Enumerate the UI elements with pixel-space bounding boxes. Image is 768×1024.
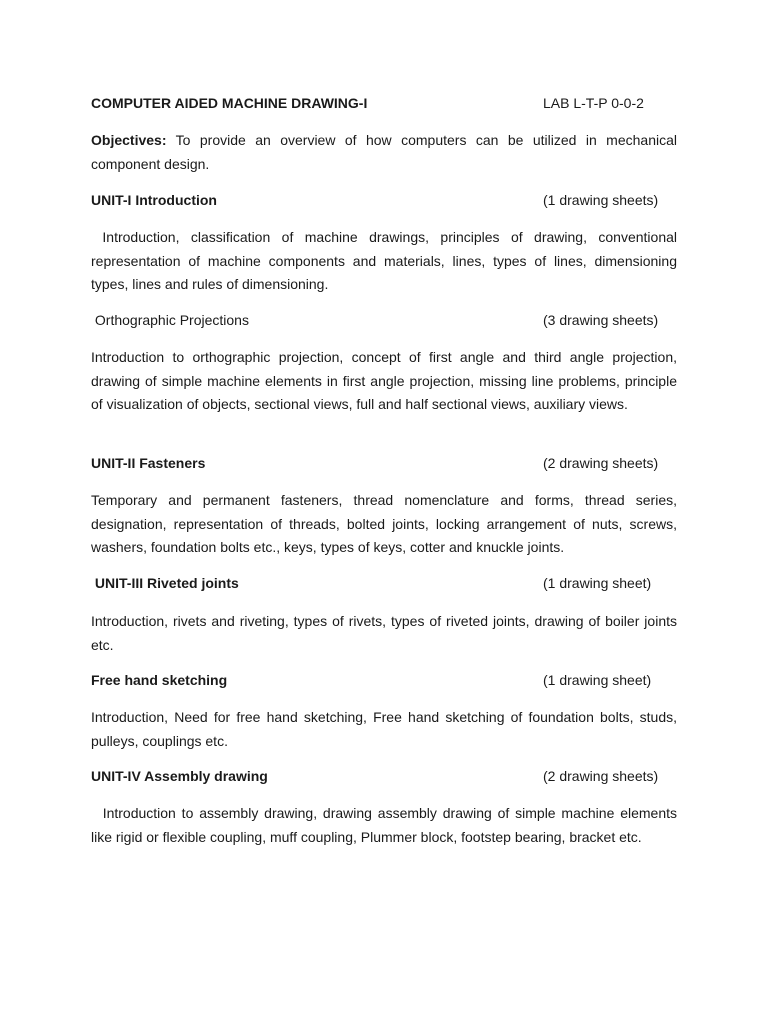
section-heading: UNIT-II Fasteners (91, 455, 206, 471)
course-title: COMPUTER AIDED MACHINE DRAWING-I (91, 95, 368, 111)
lab-code: LAB L-T-P 0-0-2 (543, 95, 644, 111)
objectives-text: To provide an overview of how computers can be utilized in mechanical component design. (91, 132, 677, 172)
section-body: Introduction, rivets and riveting, types of rivets, types of riveted joints, drawing of boiler joints etc. (91, 613, 677, 653)
section-sheets: (2 drawing sheets) (543, 768, 659, 784)
section-sheets: (1 drawing sheet) (543, 575, 652, 591)
section-heading: UNIT-I Introduction (91, 192, 217, 208)
section-heading: UNIT-IV Assembly drawing (91, 768, 268, 784)
section-sheets: (1 drawing sheet) (543, 672, 652, 688)
section-body: Introduction to orthographic projection, concept of first angle and third angle projection, drawing of simple machine elements in first angle projection, missing line problems, principle of visualization of objects, sectional views, full and half sectional views, auxiliary views. (91, 349, 677, 412)
objectives-label: Objectives: (91, 132, 167, 148)
section-heading: Free hand sketching (91, 672, 228, 688)
section-body: Introduction to assembly drawing, drawing assembly drawing of simple machine elements like rigid or flexible coupling, muff coupling, Plummer block, footstep bearing, bracket etc. (91, 805, 681, 845)
section-heading: UNIT-III Riveted joints (91, 575, 239, 591)
section-body: Introduction, Need for free hand sketching, Free hand sketching of foundation bolts, studs, pulleys, couplings etc. (91, 709, 677, 749)
section-sheets: (1 drawing sheets) (543, 192, 659, 208)
section-body: Temporary and permanent fasteners, thread nomenclature and forms, thread series, designation, representation of threads, bolted joints, locking arrangement of nuts, screws, washers, foundation bolts etc., keys, types of keys, cotter and knuckle joints. (91, 492, 677, 555)
section-body: Introduction, classification of machine drawings, principles of drawing, conventional representation of machine components and materials, lines, types of lines, dimensioning types, lines and rules of dimensioning. (91, 229, 681, 292)
objectives-paragraph (91, 129, 677, 176)
section-heading: Orthographic Projections (91, 312, 249, 328)
section-sheets: (3 drawing sheets) (543, 312, 659, 328)
section-sheets: (2 drawing sheets) (543, 455, 659, 471)
